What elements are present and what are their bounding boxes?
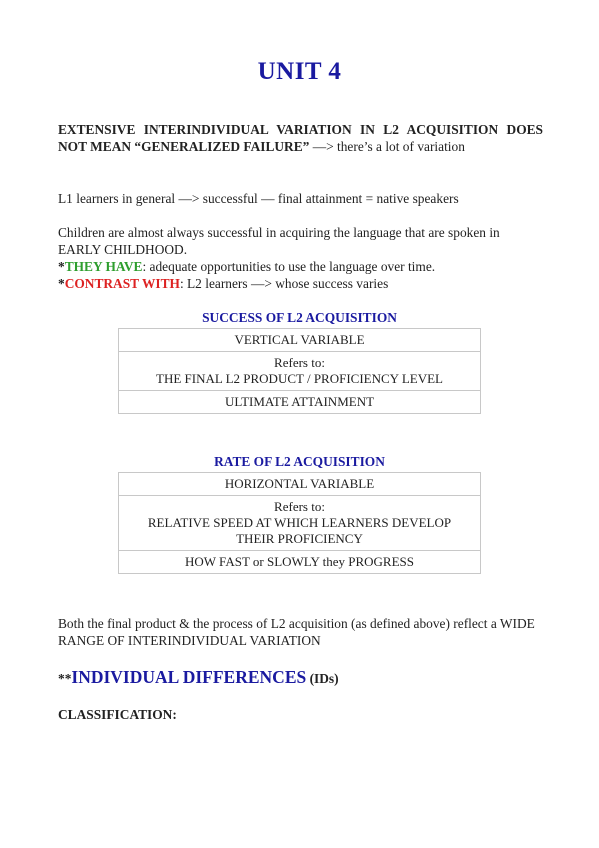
table-row	[119, 329, 481, 352]
page-title: UNIT 4	[257, 58, 342, 85]
refers-to-label: Refers to:	[274, 499, 325, 514]
ids-heading	[58, 666, 543, 690]
success-table-heading: SUCCESS OF L2 ACQUISITION	[202, 310, 397, 325]
intro-paragraph	[58, 121, 543, 155]
table-row	[119, 496, 481, 551]
refers-to-text: THE FINAL L2 PRODUCT / PROFICIENCY LEVEL	[156, 371, 443, 386]
table-cell	[119, 352, 481, 391]
both-paragraph: Both the final product & the process of L2 acquisition (as defined above) reflect a WIDE RANGE OF INTERINDIVIDUAL VARIATION	[58, 616, 535, 648]
table-row	[119, 473, 481, 496]
contrast-with-text: : L2 learners —> whose success varies	[179, 276, 389, 291]
table-cell	[119, 496, 481, 551]
table-cell: HOW FAST or SLOWLY they PROGRESS	[119, 551, 481, 574]
they-have-line	[58, 258, 543, 275]
classification-heading: CLASSIFICATION:	[58, 707, 177, 722]
table-row	[119, 352, 481, 391]
rate-table-heading: RATE OF L2 ACQUISITION	[214, 454, 385, 469]
intro-rest-text: —> there’s a lot of variation	[309, 139, 465, 154]
rate-table	[118, 472, 481, 574]
refers-to-text: RELATIVE SPEED AT WHICH LEARNERS DEVELOP THEIR PROFICIENCY	[147, 515, 452, 546]
l1-line: L1 learners in general —> successful — final attainment = native speakers	[58, 191, 459, 206]
they-have-label: THEY HAVE	[64, 259, 143, 274]
ids-suffix: (IDs)	[306, 671, 339, 686]
table-cell: ULTIMATE ATTAINMENT	[119, 391, 481, 414]
table-cell: HORIZONTAL VARIABLE	[119, 473, 481, 496]
contrast-with-line	[58, 275, 543, 292]
intro-bold-text: EXTENSIVE INTERINDIVIDUAL VARIATION IN L2 ACQUISITION DOES NOT MEAN “GENERALIZED FAILURE”	[58, 122, 543, 154]
contrast-with-label: CONTRAST WITH	[64, 276, 180, 291]
success-table	[118, 328, 481, 414]
table-cell: VERTICAL VARIABLE	[119, 329, 481, 352]
ids-label: INDIVIDUAL DIFFERENCES	[71, 667, 307, 687]
children-paragraph: Children are almost always successful in acquiring the language that are spoken in EARLY CHILDHOOD.	[58, 225, 500, 257]
table-row	[119, 551, 481, 574]
contrast-with-star: *	[58, 276, 65, 291]
ids-stars: **	[58, 671, 72, 686]
table-row	[119, 391, 481, 414]
refers-to-label: Refers to:	[274, 355, 325, 370]
they-have-text: : adequate opportunities to use the language over time.	[142, 259, 436, 274]
they-have-star: *	[58, 259, 65, 274]
